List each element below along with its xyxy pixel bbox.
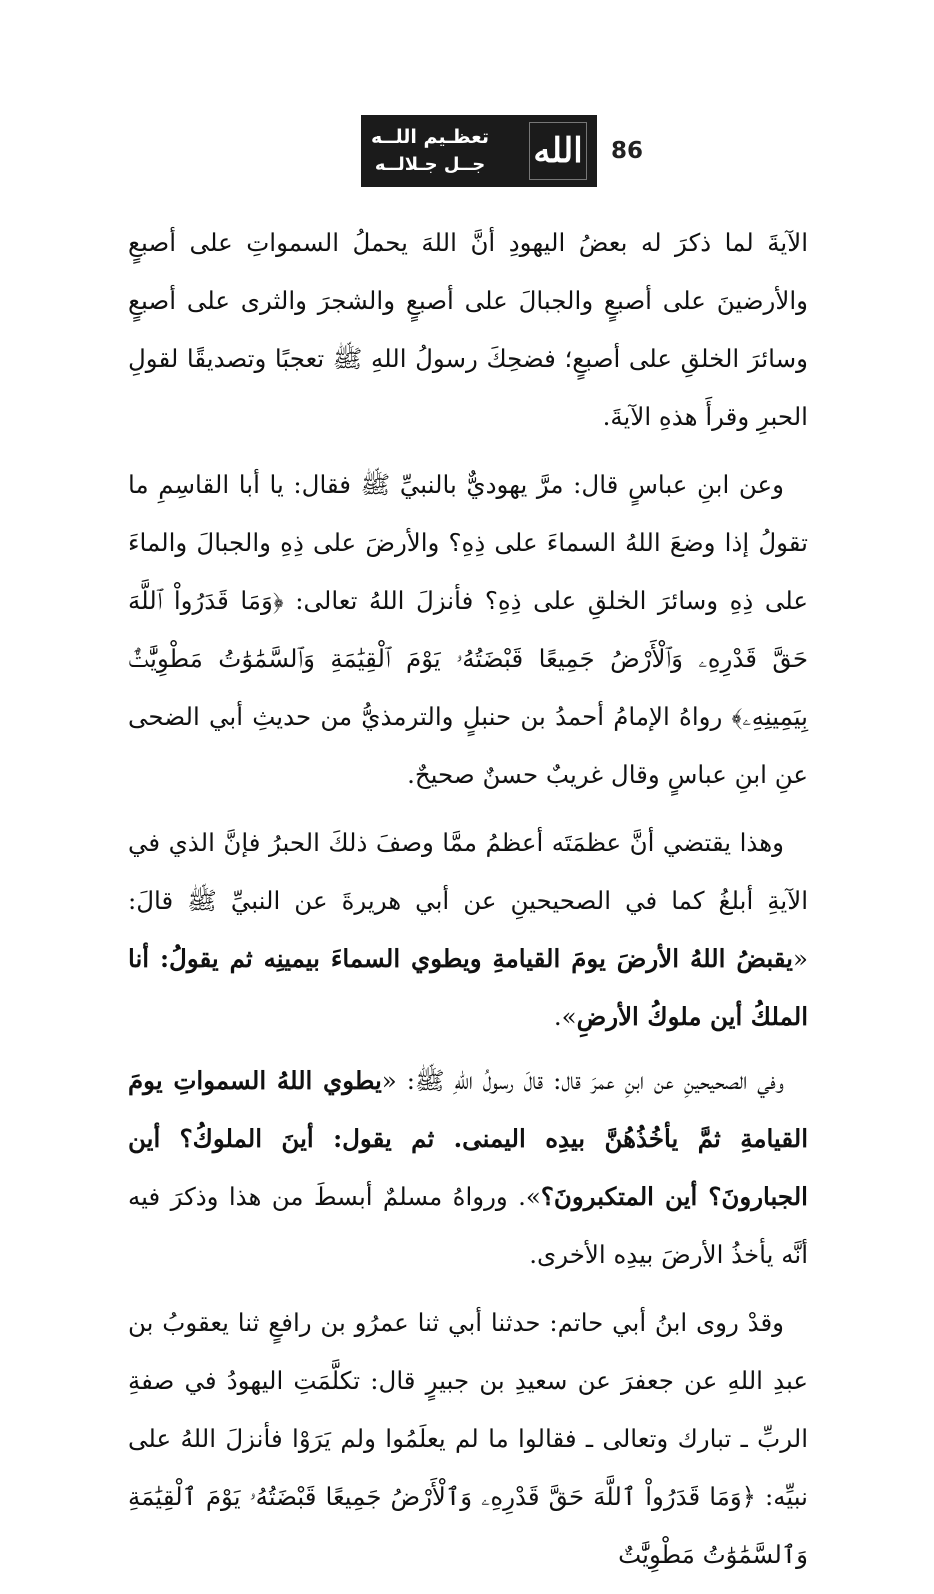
paragraph-1-text: الآيةَ لما ذكرَ له بعضُ اليهودِ أنَّ اللهَ يحملُ السمواتِ على أصبعٍ والأرضينَ على أصبعٍ والجبالَ على أصبعٍ والشجرَ والثرى على أصبعٍ وسائرَ الخلقِ على أصبعٍ؛ فضحِكَ رسولُ اللهِ ﷺ تعجبًا وتصديقًا لقولِ الحبرِ وقرأَ هذهِ الآيةَ.	[128, 228, 808, 431]
paragraph-2-text: وعن ابنِ عباسٍ قال: مرَّ يهوديٌّ بالنبيِّ ﷺ فقال: يا أبا القاسِمِ ما تقولُ إذا وضعَ اللهُ السماءَ على ذِهِ؟ والأرضَ على ذِهِ والجبالَ والماءَ على ذِهِ وسائرَ الخلقِ على ذِهِ؟ فأنزلَ اللهُ تعالى: ﴿وَمَا قَدَرُواْ ٱللَّهَ حَقَّ قَدْرِهِۦ وَٱلْأَرْضُ جَمِيعًا قَبْضَتُهُۥ يَوْمَ ٱلْقِيَٰمَةِ وَٱلسَّمَٰوَٰتُ مَطْوِيَّٰتٌۢ بِيَمِينِهِۦ﴾ رواهُ الإمامُ أحمدُ بن حنبلٍ والترمذيُّ من حديثِ أبي الضحى عنِ ابنِ عباسٍ وقال غريبٌ حسنٌ صحيحٌ.	[128, 470, 808, 789]
calligraphy-logo: الله	[529, 122, 587, 180]
paragraph-2	[128, 456, 808, 804]
hadith-quote-2: يطوي اللهُ السمواتِ يومَ القيامةِ ثمَّ يأخُذُهُنَّ بيدِه اليمنى. ثم يقول: أينَ الملوكُ؟ أين الجبارونَ؟ أين المتكبرونَ؟	[128, 1066, 808, 1211]
page-body	[128, 214, 808, 1594]
paragraph-3-closing: ».	[553, 1002, 577, 1031]
page-number: 86	[611, 138, 644, 164]
paragraph-4-text: وفي الصحيحينِ عن ابنِ عمرَ قال: قالَ رسولُ اللهِ ﷺ: «	[381, 1066, 784, 1095]
paragraph-3-text: وهذا يقتضي أنَّ عظمَتَه أعظمُ ممَّا وصفَ ذلكَ الحبرُ فإنَّ الذي في الآيةِ أبلغُ كما في الصحيحينِ عن أبي هريرةَ عن النبيِّ ﷺ قالَ: «	[128, 828, 808, 973]
book-title-line1: تعظـيم اللــه	[371, 126, 490, 148]
hadith-quote-1: يقبضُ اللهُ الأرضَ يومَ القيامةِ ويطوي السماءَ بيمينِه ثم يقولُ: أنا الملكُ أين ملوكُ الأرضِ	[128, 944, 808, 1031]
book-title	[371, 123, 489, 179]
paragraph-4-closing: ». ورواهُ مسلمٌ أبسطَ من هذا وذكرَ فيه أنَّه يأخذُ الأرضَ بيدِه الأخرى.	[128, 1182, 808, 1269]
book-title-line2: جــل جـلالــه	[374, 154, 486, 175]
paragraph-5	[128, 1294, 808, 1584]
paragraph-1	[128, 214, 808, 446]
page-header	[361, 115, 691, 187]
header-banner	[361, 115, 597, 187]
paragraph-4	[128, 1052, 808, 1284]
paragraph-3	[128, 814, 808, 1046]
paragraph-5-text: وقدْ روى ابنُ أبي حاتم: حدثنا أبي ثنا عمرُو بن رافعٍ ثنا يعقوبُ بن عبدِ اللهِ عن جعفرَ عن سعيدِ بن جبيرٍ قال: تكلَّمَتِ اليهودُ في صفةِ الربِّ ـ تبارك وتعالى ـ فقالوا ما لم يعلَمُوا ولم يَرَوْا فأنزلَ اللهُ على نبيِّه: ﴿وَمَا قَدَرُواْ ٱللَّهَ حَقَّ قَدْرِهِۦ وَٱلْأَرْضُ جَمِيعًا قَبْضَتُهُۥ يَوْمَ ٱلْقِيَٰمَةِ وَٱلسَّمَٰوَٰتُ مَطْوِيَّٰتٌ	[128, 1308, 808, 1569]
